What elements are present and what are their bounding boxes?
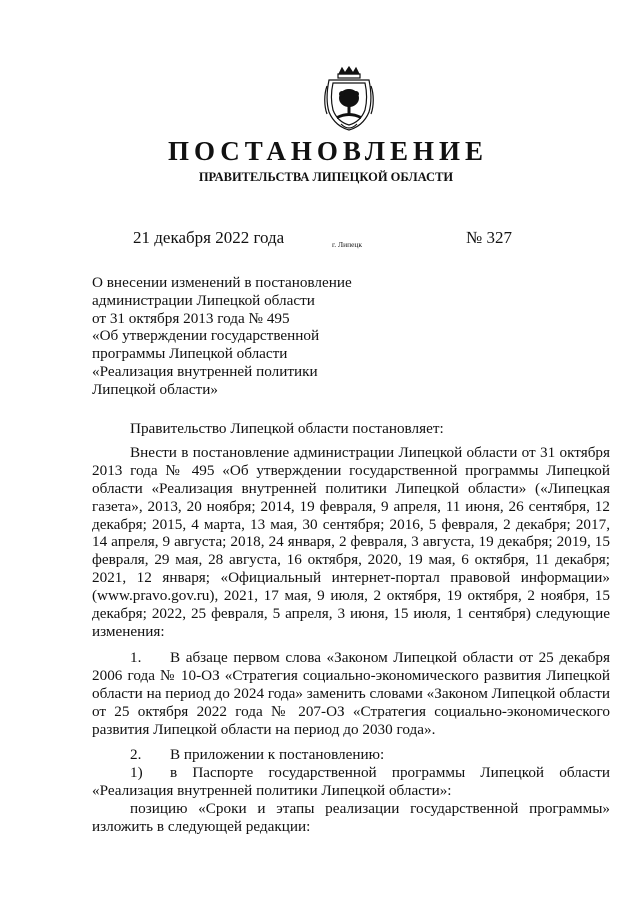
document-body bbox=[92, 420, 610, 836]
item-2-text: В приложении к постановлению: bbox=[170, 746, 385, 764]
heading-line: О внесении изменений в постановление bbox=[92, 274, 352, 291]
item-2-paragraph bbox=[92, 746, 610, 764]
heading-line: Липецкой области» bbox=[92, 380, 218, 398]
heading-line: от 31 октября 2013 года № 495 bbox=[92, 309, 290, 327]
item-2-label: 2. bbox=[130, 746, 142, 764]
intro-paragraph: Правительство Липецкой области постановляет: bbox=[130, 420, 444, 437]
subitem-1-paragraph bbox=[92, 764, 610, 800]
position-paragraph: позицию «Сроки и этапы реализации государственной программы» изложить в следующей редакции: bbox=[92, 800, 610, 836]
item-1-paragraph bbox=[92, 649, 610, 739]
heading-line: «Об утверждении государственной bbox=[92, 327, 320, 345]
lipetsk-coat-of-arms-icon bbox=[323, 66, 375, 132]
heading-line: программы Липецкой области bbox=[92, 345, 288, 363]
heading-line: администрации Липецкой области bbox=[92, 291, 315, 309]
subitem-1-label: 1) bbox=[130, 764, 143, 782]
document-date: 21 декабря 2022 года bbox=[133, 228, 285, 247]
document-title: ПОСТАНОВЛЕНИЕ bbox=[167, 136, 489, 166]
item-1-text: В абзаце первом слова «Законом Липецкой области от 25 декабря 2006 года № 10-ОЗ «Стратегия социально-экономического развития Липецкой области на период до 2024 года» заменить словами «Законом Липецкой области от 25 октября 2022 года № 207-ОЗ «Стратегия социально-экономического развития Липецкой области на период до 2030 года». bbox=[92, 648, 610, 738]
item-1-label: 1. bbox=[130, 648, 142, 666]
document-issuer: ПРАВИТЕЛЬСТВА ЛИПЕЦКОЙ ОБЛАСТИ bbox=[198, 170, 454, 184]
subitem-1-text: в Паспорте государственной программы Липецкой области «Реализация внутренней политики Липецкой области»: bbox=[92, 764, 610, 800]
document-heading bbox=[92, 274, 352, 399]
document-city: г. Липецк bbox=[332, 240, 363, 249]
document-number: № 327 bbox=[466, 228, 512, 247]
main-paragraph: Внести в постановление администрации Липецкой области от 31 октября 2013 года № 495 «Об утверждении государственной программы Липецкой области «Реализация внутренней политики Липецкой области» («Липецкая газета», 2013, 20 ноября; 2014, 19 февраля, 9 апреля, 11 июня, 26 сентября, 12 декабря; 2015, 4 марта, 13 мая, 30 сентября; 2016, 5 февраля, 2 декабря; 2017, 14 апреля, 9 августа; 2018, 24 января, 2 февраля, 3 августа, 19 декабря; 2019, 15 февраля, 29 мая, 28 августа, 16 октября, 2020, 19 мая, 6 октября, 11 декабря; 2021, 12 января; «Официальный интернет-портал правовой информации» (www.pravo.gov.ru), 2021, 17 мая, 9 июля, 2 октября, 19 октября, 2 ноября, 15 декабря; 2022, 25 февраля, 5 апреля, 3 июня, 15 июля, 1 сентября) следующие изменения: bbox=[92, 443, 610, 640]
heading-line: «Реализация внутренней политики bbox=[92, 362, 318, 380]
